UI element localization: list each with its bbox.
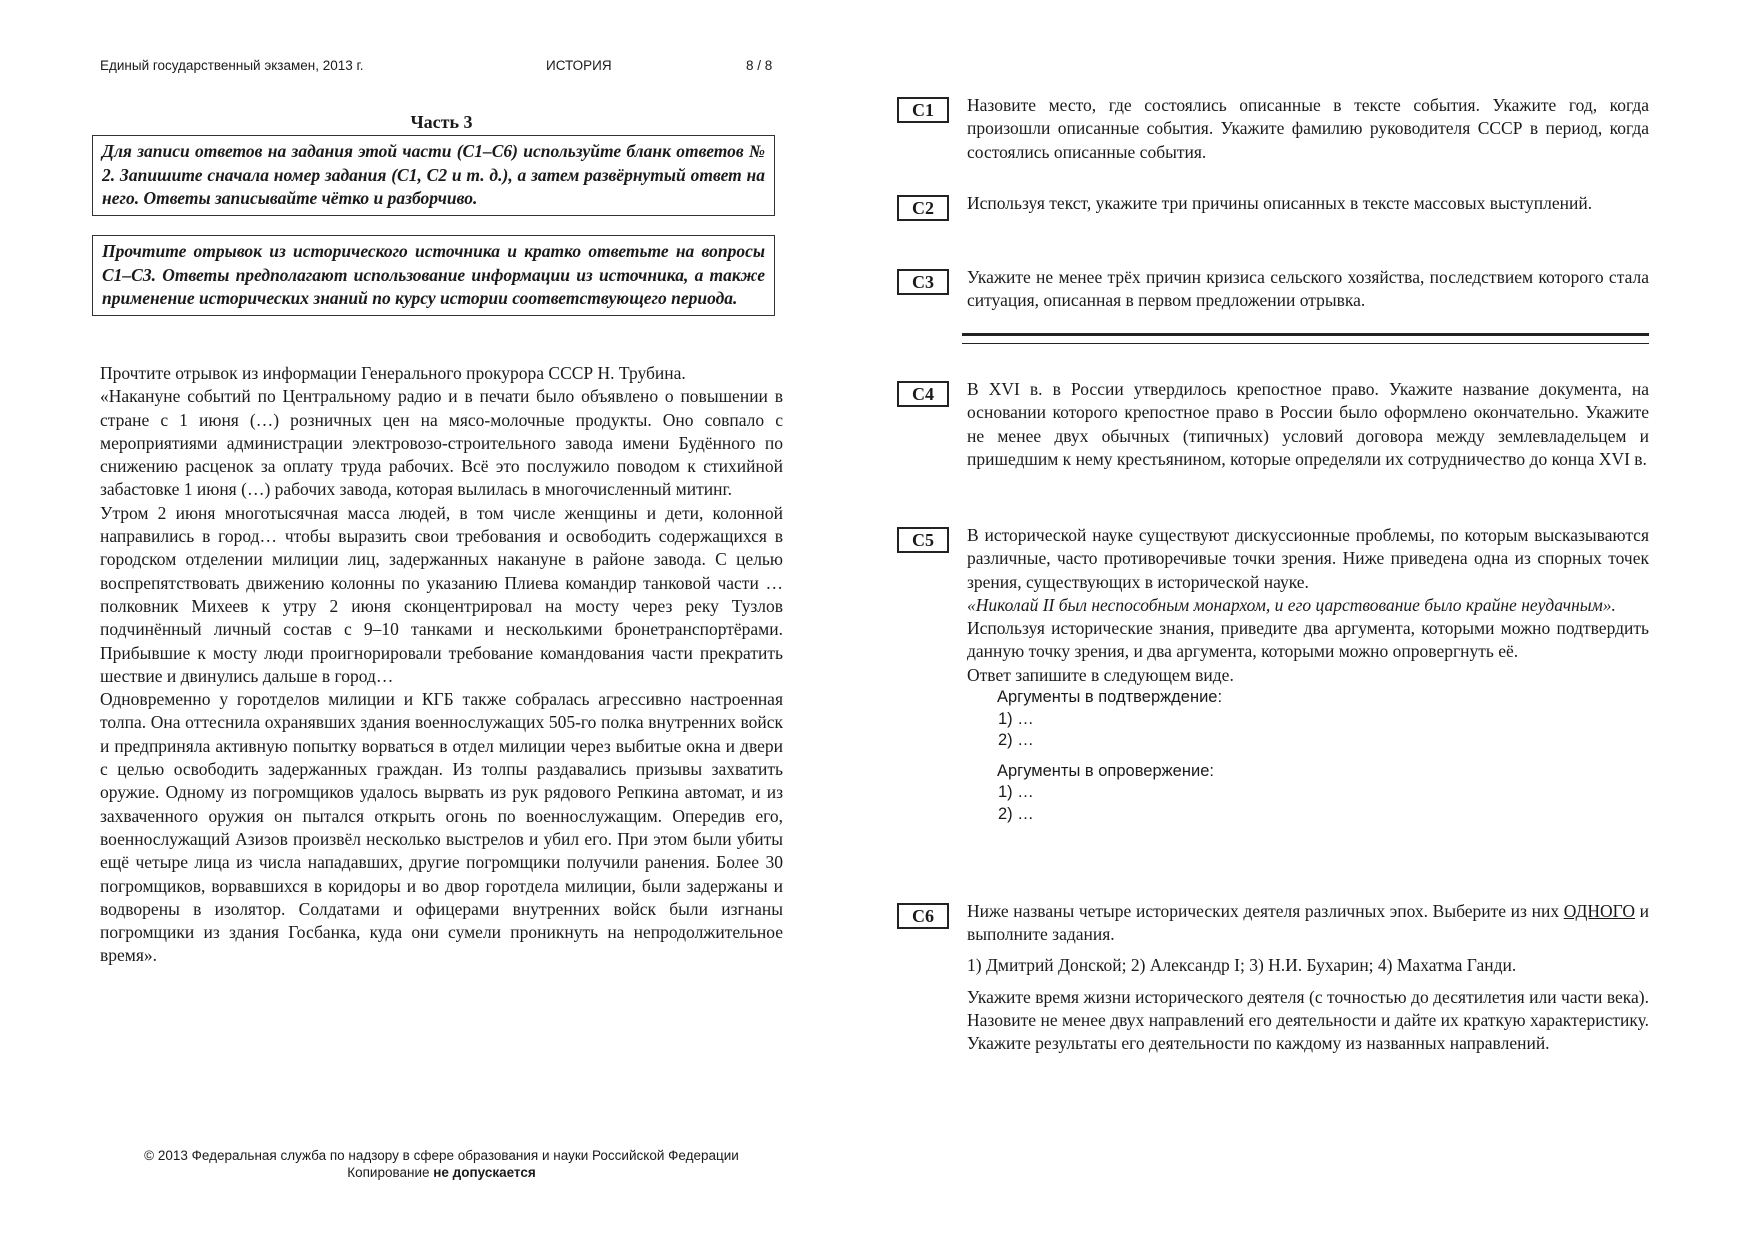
refute-item: 2) … xyxy=(998,804,1034,823)
source-instructions-box: Прочтите отрывок из исторического источника и кратко ответьте на вопросы С1–С3. Ответы предполагают использование информации из источника, а также применение исторических знаний по курсу истории соответствующего периода. xyxy=(92,235,775,316)
task-c5-intro: В исторической науке существуют дискуссионные проблемы, по которым высказываются различные, часто противоречивые точки зрения. Ниже приведена одна из спорных точек зрения, существующих в исторической науке. xyxy=(967,525,1649,592)
confirm-title: Аргументы в подтверждение: xyxy=(997,688,1223,707)
answer-template xyxy=(967,687,1649,825)
task-c6-intro-a: Ниже названы четыре исторических деятеля различных эпох. Выберите из них xyxy=(967,901,1564,921)
task-label: C1 xyxy=(897,97,949,123)
footer xyxy=(100,1147,783,1181)
task-text: Укажите не менее трёх причин кризиса сельского хозяйства, последствием которого стала ситуация, описанная в первом предложении отрывка. xyxy=(967,267,1649,311)
header-exam-title: Единый государственный экзамен, 2013 г. xyxy=(100,58,364,73)
task-c5-instruction: Используя исторические знания, приведите два аргумента, которыми можно подтвердить данную точку зрения, и два аргумента, которыми можно опровергнуть её. xyxy=(967,618,1649,662)
task-c6-intro-b: и выполните задания. xyxy=(967,901,1649,945)
task-c6-intro xyxy=(967,900,1649,947)
source-intro: Прочтите отрывок из информации Генерального прокурора СССР Н. Трубина. xyxy=(100,363,686,383)
task-c6-figures: 1) Дмитрий Донской; 2) Александр I; 3) Н.И. Бухарин; 4) Махатма Ганди. xyxy=(967,954,1517,975)
refute-title: Аргументы в опровержение: xyxy=(997,761,1214,780)
source-paragraph: Одновременно у горотделов милиции и КГБ также собралась агрессивно настроенная толпа. Она оттеснила охранявших здания военнослужащих 505-го полка внутренних войск и предприняла активную попытку ворваться в отдел милиции через выбитые окна и двери с целью освободить задержанных граждан. Из толпы раздавались призывы захватить оружие. Одному из погромщиков удалось вырвать из рук рядового Репкина автомат, и из захваченного оружия он пытался открыть огонь по военнослужащим. Опередив его, военнослужащий Азизов произвёл несколько выстрелов и убил его. При этом были убиты ещё четыре лица из числа нападавших, другие погромщики получили ранения. Более 30 погромщиков, ворвавшихся в коридоры и во двор горотдела милиции, были задержаны и водворены в изолятор. Солдатами и офицерами внутренних войск были изгнаны погромщики из здания Госбанка, куда они сумели проникнуть на непродолжительное время». xyxy=(100,689,783,966)
confirm-item: 1) … xyxy=(998,709,1034,728)
task-text: Используя текст, укажите три причины описанных в тексте массовых выступлений. xyxy=(967,193,1593,213)
answer-instructions-box: Для записи ответов на задания этой части (С1–С6) используйте бланк ответов № 2. Запишите сначала номер задания (С1, С2 и т. д.), а затем развёрнутый ответ на него. Ответы записывайте чётко и разборчиво. xyxy=(92,135,775,216)
task-label: C5 xyxy=(897,527,949,553)
task-label: C2 xyxy=(897,195,949,221)
task-c5-format: Ответ запишите в следующем виде. xyxy=(967,664,1234,685)
header-subject: ИСТОРИЯ xyxy=(546,58,612,73)
copy-notice xyxy=(100,1164,783,1181)
task-text xyxy=(967,524,1649,825)
copy-notice-bold: не допускается xyxy=(433,1165,536,1180)
source-paragraph: «Накануне событий по Центральному радио и в печати было объявлено о повышении в стране с 1 июня (…) розничных цен на мясо-молочные продукты. Оно совпало с мероприятиями администрации электровозо-строительного завода имени Будённого по снижению расценок за оплату труда рабочих. Всё это послужило поводом к стихийной забастовке 1 июня (…) рабочих завода, которая вылилась в многочисленный митинг. xyxy=(100,386,783,500)
part-title: Часть 3 xyxy=(410,112,473,132)
copy-notice-text: Копирование xyxy=(347,1165,434,1180)
task-text xyxy=(967,900,1649,1056)
source-text xyxy=(100,362,783,968)
task-c6-intro-underlined: ОДНОГО xyxy=(1563,901,1635,921)
confirm-item: 2) … xyxy=(998,731,1034,750)
task-text: В XVI в. в России утвердилось крепостное право. Укажите название документа, на основании которого крепостное право в России было оформлено окончательно. Укажите не менее двух обычных (типичных) условий договора между землевладельцем и пришедшим к нему крестьянином, которые определяли их сотрудничество до конца XVI в. xyxy=(967,379,1649,469)
task-label: C6 xyxy=(897,903,949,929)
copyright-line: © 2013 Федеральная служба по надзору в сфере образования и науки Российской Федерации xyxy=(144,1148,739,1163)
source-paragraph: Утром 2 июня многотысячная масса людей, в том числе женщины и дети, колонной направились в город… чтобы выразить свои требования и освободить содержащихся в городском отделении милиции лиц, задержанных накануне в районе завода. С целью воспрепятствовать движению колонны по указанию Плиева командир танковой части …полковник Михеев к утру 2 июня сконцентрировал на мосту через реку Тузлов подчинённый личный состав с 9–10 танками и несколькими бронетранспортёрами. Прибывшие к мосту люди проигнорировали требование командования части прекратить шествие и двинулись дальше в город… xyxy=(100,502,783,686)
section-divider xyxy=(962,333,1649,344)
task-c6-instruction: Укажите время жизни исторического деятеля (с точностью до десятилетия или части века). Назовите не менее двух направлений его деятельности и дайте их краткую характеристику. Укажите результаты его деятельности по каждому из названных направлений. xyxy=(967,986,1649,1054)
task-label: C3 xyxy=(897,269,949,295)
page-number: 8 / 8 xyxy=(746,58,773,73)
task-text: Назовите место, где состоялись описанные в тексте события. Укажите год, когда произошли описанные события. Укажите фамилию руководителя СССР в период, когда состоялись описанные события. xyxy=(967,95,1649,162)
refute-item: 1) … xyxy=(998,783,1034,802)
task-label: C4 xyxy=(897,381,949,407)
task-c5-quote: «Николай II был неспособным монархом, и его царствование было крайне неудачным». xyxy=(967,594,1616,615)
